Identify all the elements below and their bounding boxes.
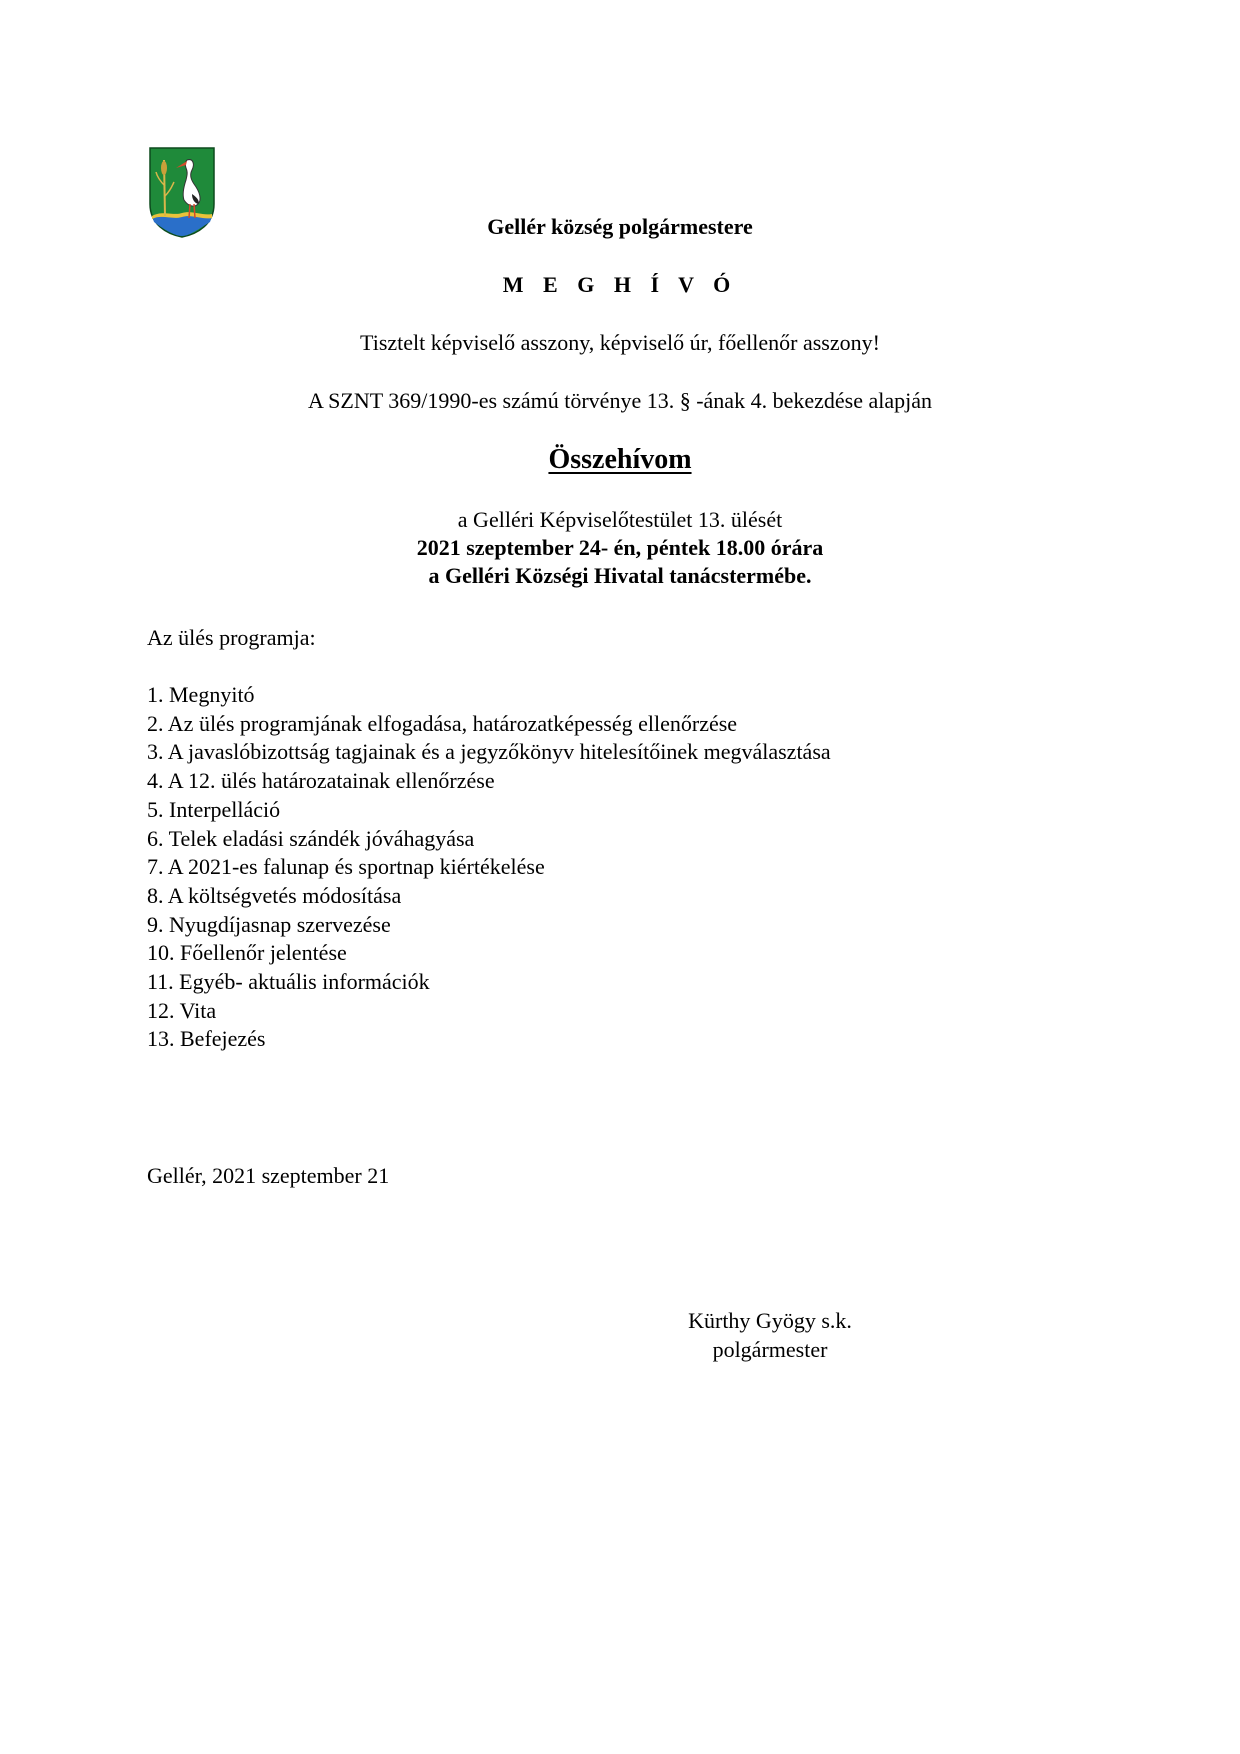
- agenda-item: 7. A 2021-es falunap és sportnap kiértékelése: [147, 854, 545, 880]
- meeting-details: [0, 506, 1240, 590]
- agenda-item: 4. A 12. ülés határozatainak ellenőrzése: [147, 768, 495, 794]
- signature-block: [630, 1306, 910, 1364]
- agenda-item: 1. Megnyitó: [147, 682, 255, 707]
- agenda-item: 10. Főellenőr jelentése: [147, 940, 347, 966]
- signatory-title: polgármester: [712, 1337, 828, 1362]
- agenda-item: 5. Interpelláció: [147, 796, 281, 822]
- agenda-item: 8. A költségvetés módosítása: [147, 882, 402, 908]
- place-date: Gellér, 2021 szeptember 21: [147, 1163, 390, 1188]
- agenda-item: 2. Az ülés programjának elfogadása, határozatképesség ellenőrzése: [147, 710, 738, 736]
- convene-heading: [0, 443, 1240, 477]
- agenda-item: 3. A javaslóbizottság tagjainak és a jegyzőkönyv hitelesítőinek megválasztása: [147, 739, 831, 765]
- agenda-item: 13. Befejezés: [147, 1026, 266, 1052]
- agenda-label: Az ülés programja:: [147, 625, 316, 650]
- signatory-name: Kürthy Gyögy s.k.: [688, 1308, 852, 1333]
- agenda-item: 12. Vita: [147, 997, 217, 1023]
- agenda-item: 11. Egyéb- aktuális információk: [147, 969, 430, 995]
- agenda-item: 6. Telek eladási szándék jóváhagyása: [147, 825, 475, 851]
- convene-word: Összehívom: [548, 444, 692, 475]
- legal-basis: A SZNT 369/1990-es számú törvénye 13. § -ának 4. bekezdése alapján: [308, 388, 932, 413]
- agenda-list: [147, 681, 831, 1054]
- salutation: Tisztelt képviselő asszony, képviselő úr, főellenőr asszony!: [360, 330, 880, 355]
- meeting-venue: a Gelléri Községi Hivatal tanácstermébe.: [428, 563, 812, 588]
- agenda-item: 9. Nyugdíjasnap szervezése: [147, 911, 391, 937]
- meeting-datetime: 2021 szeptember 24- én, péntek 18.00 órára: [416, 535, 824, 560]
- document-title: M E G H Í V Ó: [502, 272, 738, 297]
- meeting-body: a Gelléri Képviselőtestület 13. ülését: [457, 507, 783, 532]
- issuer-heading: Gellér község polgármestere: [487, 214, 753, 239]
